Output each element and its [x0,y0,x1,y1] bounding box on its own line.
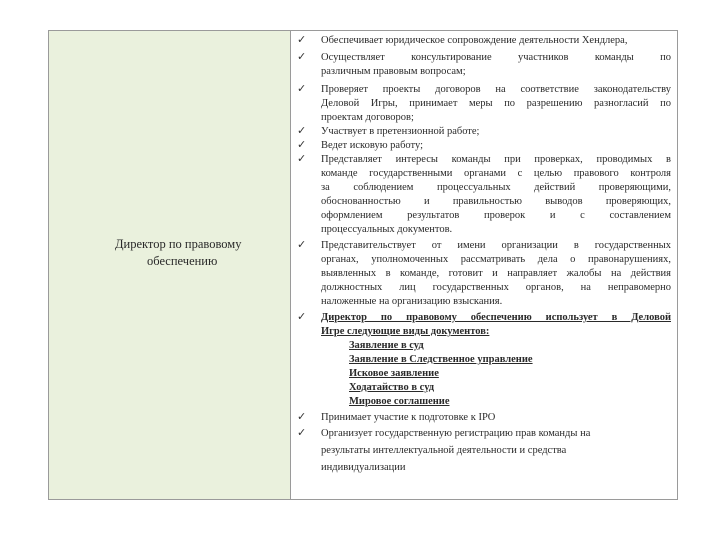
check-icon: ✓ [297,239,307,251]
duty-6-line-1: Представляет интересы команды при проверках, проводимых в [321,154,671,165]
document-item: Заявление в суд [349,340,424,351]
duty-10-line-3: индивидуализации [321,462,406,473]
document-item: Исковое заявление [349,368,439,379]
duty-10-line-1: Организует государственную регистрацию прав команды на [321,428,591,439]
duty-7-line-4: должностных лиц государственных органов, на неправомерно [321,282,671,293]
duty-6-line-4: обоснованностью и правильностью выводов проверяющих, [321,196,671,207]
duty-1-line-1: Обеспечивает юридическое сопровождение деятельности Хендлера, [321,35,628,46]
duty-8-line-1: Директор по правовому обеспечению использует в Деловой [321,312,671,323]
check-icon: ✓ [297,311,307,323]
check-icon: ✓ [297,411,307,423]
duty-7-line-5: наложенные на организацию взыскания. [321,296,503,307]
check-icon: ✓ [297,125,307,137]
duty-3-line-2: Деловой Игры, принимает меры по разрешению разногласий по [321,98,671,109]
check-icon: ✓ [297,83,307,95]
check-icon: ✓ [297,34,307,46]
duty-3-line-3: проектам договоров; [321,112,414,123]
role-title-line2: обеспечению [147,254,218,268]
duty-9-line-1: Принимает участие к подготовке к IPO [321,412,496,423]
duty-6-line-2: команде государственными органами с целью правового контроля [321,168,671,179]
duty-10-line-2: результаты интеллектуальной деятельности и средства [321,445,567,456]
role-title-line1: Директор по правовому [115,237,242,251]
duty-6-line-6: процессуальных документов. [321,224,453,235]
check-icon: ✓ [297,427,307,439]
duty-8-line-2: Игре следующие виды документов: [321,326,490,337]
duty-6-line-3: за соблюдением процессуальных действий проверяющими, [321,182,671,193]
duty-7-line-2: органах, уполномоченных рассматривать дела о правонарушениях, [321,254,671,265]
duty-2-line-2: различным правовым вопросам; [321,66,466,77]
duty-4-line-1: Участвует в претензионной работе; [321,126,480,137]
role-title [115,236,265,270]
duty-3-line-1: Проверяет проекты договоров на соответствие законодательству [321,84,671,95]
duty-7-line-1: Представительствует от имени организации в государственных [321,240,671,251]
role-cell [49,31,291,499]
check-icon: ✓ [297,153,307,165]
duty-6-line-5: оформлением результатов проверок и с составлением [321,210,671,221]
check-icon: ✓ [297,139,307,151]
document-item: Мировое соглашение [349,396,450,407]
duties-cell [291,31,677,499]
document-item: Заявление в Следственное управление [349,354,533,365]
duty-7-line-3: выявленных в команде, готовит и направляет жалобы на действия [321,268,671,279]
duties-table [48,30,678,500]
check-icon: ✓ [297,51,307,63]
document-item: Ходатайство в суд [349,382,435,393]
duty-2-line-1: Осуществляет консультирование участников команды по [321,52,671,63]
duty-5-line-1: Ведет исковую работу; [321,140,424,151]
